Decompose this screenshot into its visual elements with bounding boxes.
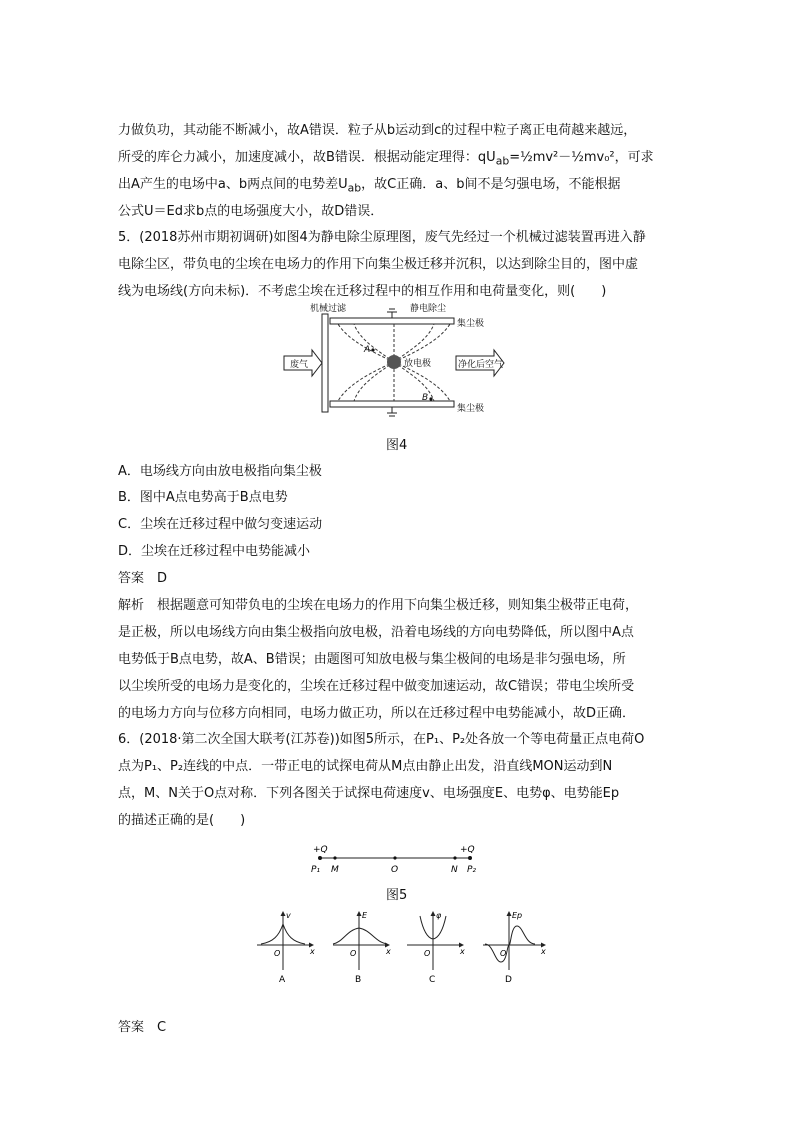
graph-b — [333, 911, 391, 985]
figure-5-charges — [305, 838, 485, 880]
collector-plate-top — [330, 318, 454, 324]
q5-option-d: D．尘埃在迁移过程中电势能减小 — [118, 544, 311, 559]
charge-right-label: +Q — [460, 845, 475, 855]
label-A: A — [364, 345, 371, 355]
svg-text:x: x — [386, 947, 391, 956]
svg-text:O: O — [274, 949, 281, 958]
graph-d — [483, 911, 546, 985]
q5-answer: 答案 D — [118, 571, 168, 586]
filter-plate — [322, 314, 328, 412]
q5-analysis-line-2: 是正极，所以电场线方向由集尘极指向放电极，沿着电场线的方向电势降低，所以图中A点 — [118, 625, 634, 640]
q6-stem-line-3: 点，M、N关于O点对称．下列各图关于试探电荷速度v、电场强度E、电势φ、电势能Ep — [118, 786, 620, 801]
svg-text:x: x — [310, 947, 315, 956]
q5-analysis-line-3: 电势低于B点电势，故A、B错误；由题图可知放电极与集尘极间的电场是非匀强电场，所 — [118, 652, 626, 667]
discharge-electrode — [387, 355, 401, 369]
q6-answer: 答案 C — [118, 1020, 167, 1035]
svg-text:D: D — [505, 975, 512, 985]
q6-stem-line-1: 6．(2018·第二次全国大联考(江苏卷))如图5所示，在P₁、P₂处各放一个等电荷量正点电荷O — [118, 732, 645, 747]
svg-text:O: O — [350, 949, 357, 958]
svg-text:φ: φ — [436, 911, 442, 920]
q5-option-a: A．电场线方向由放电极指向集尘极 — [118, 464, 322, 479]
q5-analysis-line-4: 以尘埃所受的电场力是变化的，尘埃在迁移过程中做变加速运动，故C错误；带电尘埃所受 — [118, 679, 635, 694]
label-waste-gas: 废气 — [290, 360, 309, 370]
q6-option-graphs — [255, 908, 555, 986]
svg-text:A: A — [279, 975, 286, 985]
q5-analysis-line-1: 解析 根据题意可知带负电的尘埃在电场力的作用下向集尘极迁移，则知集尘极带正电荷， — [118, 598, 639, 613]
label-P1: P₁ — [311, 865, 321, 875]
label-electrostatic: 静电除尘 — [410, 304, 447, 314]
label-clean-air: 净化后空气 — [458, 360, 504, 370]
q6-stem-line-2: 点为P₁、P₂连线的中点．一带正电的试探电荷从M点由静止出发，沿直线MON运动到N — [118, 759, 613, 774]
q6-stem-line-4: 的描述正确的是( ) — [118, 813, 246, 828]
figure-4-electrostatic-precipitator — [282, 300, 522, 425]
label-collector-top: 集尘极 — [457, 319, 485, 329]
graph-a — [257, 911, 315, 985]
svg-text:x: x — [541, 947, 546, 956]
svg-text:C: C — [429, 975, 436, 985]
label-N: N — [451, 865, 458, 875]
svg-text:v: v — [286, 911, 291, 920]
svg-text:B: B — [355, 975, 362, 985]
label-M: M — [331, 865, 339, 875]
svg-text:O: O — [500, 949, 507, 958]
prev-solution-line-3: 出A产生的电场中a、b两点间的电势差$U_{ab}$，故C正确．a、b间不是匀强电场，不能根据 — [118, 177, 621, 195]
figure-4-caption: 图4 — [386, 438, 408, 453]
label-B: B — [422, 393, 429, 403]
point-A — [371, 348, 374, 351]
graph-c — [407, 911, 465, 985]
q5-stem-line-3: 线为电场线(方向未标)．不考虑尘埃在迁移过程中的相互作用和电荷量变化，则( ) — [118, 284, 607, 299]
label-discharge: 放电极 — [404, 359, 432, 369]
label-filter: 机械过滤 — [310, 304, 347, 314]
svg-text:x: x — [460, 947, 465, 956]
q5-stem-line-1: 5．(2018苏州市期初调研)如图4为静电除尘原理图，废气先经过一个机械过滤装置再进入静 — [118, 230, 646, 245]
q5-option-b: B．图中A点电势高于B点电势 — [118, 490, 288, 505]
svg-text:E: E — [362, 911, 368, 920]
q5-analysis-line-5: 的电场力方向与位移方向相同，电场力做正功，所以在迁移过程中电势能减小，故D正确． — [118, 706, 636, 721]
prev-solution-line-1: 力做负功，其动能不断减小，故A错误．粒子从b运动到c的过程中粒子离正电荷越来越远， — [118, 123, 637, 138]
figure-5-caption: 图5 — [386, 888, 408, 903]
prev-solution-line-4: 公式U＝Ed求b点的电场强度大小，故D错误． — [118, 204, 384, 219]
point-B — [429, 397, 432, 400]
q5-stem-line-2: 电除尘区，带负电的尘埃在电场力的作用下向集尘极迁移并沉积，以达到除尘目的，图中虚 — [118, 257, 639, 272]
svg-text:Ep: Ep — [512, 911, 523, 920]
label-collector-bottom: 集尘极 — [457, 404, 485, 414]
label-O: O — [391, 865, 399, 875]
collector-plate-bottom — [330, 401, 454, 407]
label-P2: P₂ — [467, 865, 477, 875]
svg-text:O: O — [424, 949, 431, 958]
prev-solution-line-2: 所受的库仑力减小，加速度减小，故B错误．根据动能定理得：$qU_{ab}=\frac{1}{2}mv^2-\frac{1}{2}mv_0^2$，可求 — [118, 150, 654, 168]
q5-option-c: C．尘埃在迁移过程中做匀变速运动 — [118, 517, 323, 532]
charge-left-label: +Q — [313, 845, 328, 855]
